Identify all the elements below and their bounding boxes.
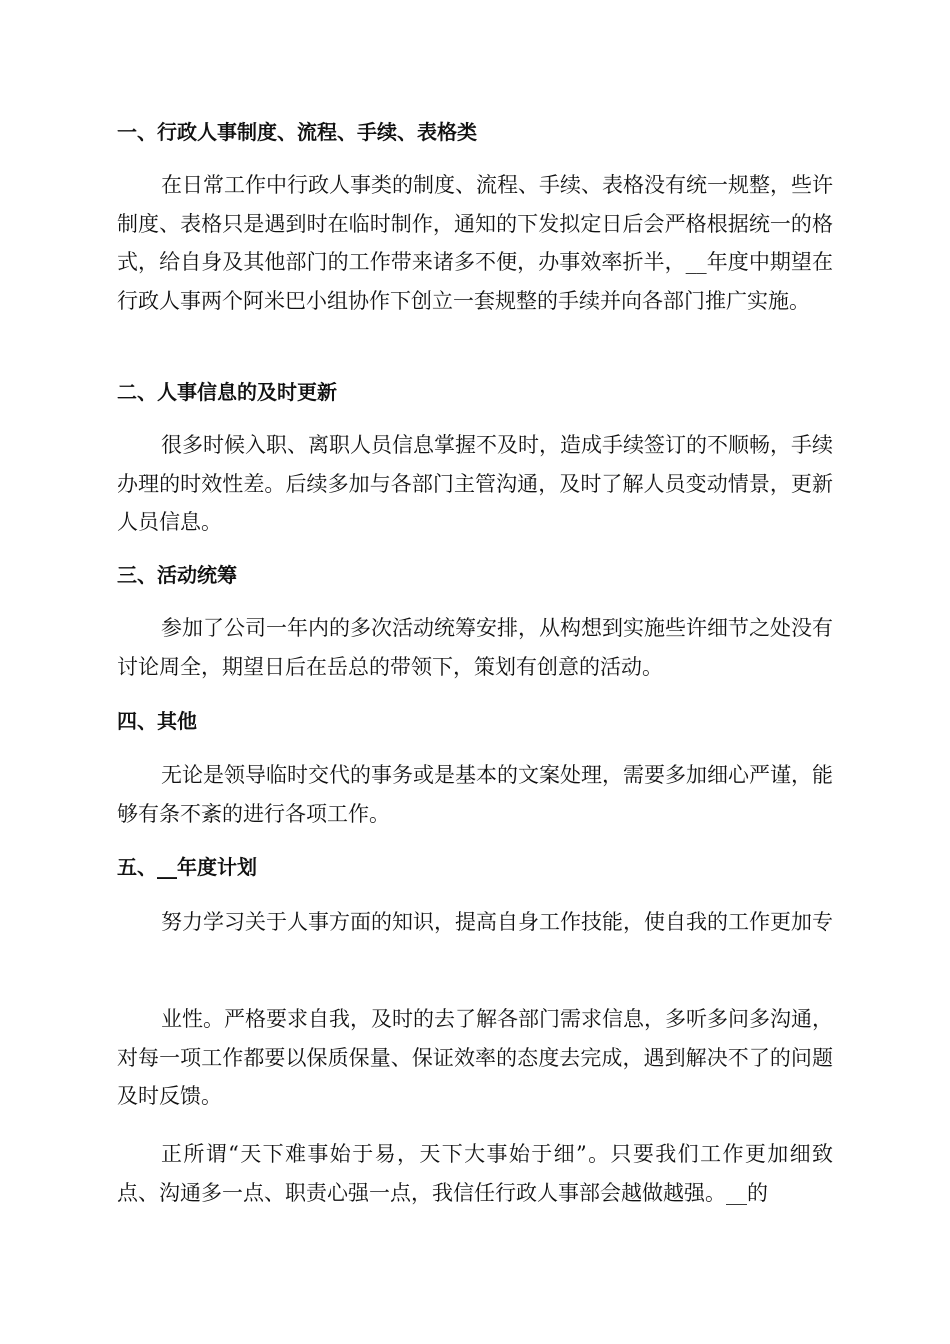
section-3-paragraph-1: 参加了公司一年内的多次活动统筹安排，从构想到实施些许细节之处没有讨论周全，期望日后在岳总的带领下，策划有创意的活动。 [117, 616, 833, 679]
section-heading-2: 二、人事信息的及时更新 [117, 380, 337, 404]
section-1-paragraph-1: 在日常工作中行政人事类的制度、流程、手续、表格没有统一规整，些许制度、表格只是遇到时在临时制作，通知的下发拟定日后会严格根据统一的格式，给自身及其他部门的工作带来诸多不便，办事效率折半，__年度中期望在行政人事两个阿米巴小组协作下创立一套规整的手续并向各部门推广实施。 [117, 173, 833, 313]
section-heading-1: 一、行政人事制度、流程、手续、表格类 [117, 120, 477, 144]
section-heading-3: 三、活动统筹 [117, 563, 237, 587]
section-heading-5: 五、__年度计划 [117, 855, 257, 879]
section-5-paragraph-2: 业性。严格要求自我，及时的去了解各部门需求信息，多听多问多沟通，对每一项工作都要以保质保量、保证效率的态度去完成，遇到解决不了的问题及时反馈。 [117, 1007, 833, 1108]
section-5-paragraph-3: 正所谓“天下难事始于易，天下大事始于细”。只要我们工作更加细致点、沟通多一点、职责心强一点，我信任行政人事部会越做越强。__的 [117, 1142, 833, 1205]
section-5-paragraph-1: 努力学习关于人事方面的知识，提高自身工作技能，使自我的工作更加专 [161, 910, 833, 934]
section-4-paragraph-1: 无论是领导临时交代的事务或是基本的文案处理，需要多加细心严谨，能够有条不紊的进行各项工作。 [117, 763, 833, 826]
section-heading-4: 四、其他 [117, 709, 197, 733]
section-2-paragraph-1: 很多时候入职、离职人员信息掌握不及时，造成手续签订的不顺畅，手续办理的时效性差。后续多加与各部门主管沟通，及时了解人员变动情景，更新人员信息。 [117, 433, 833, 534]
